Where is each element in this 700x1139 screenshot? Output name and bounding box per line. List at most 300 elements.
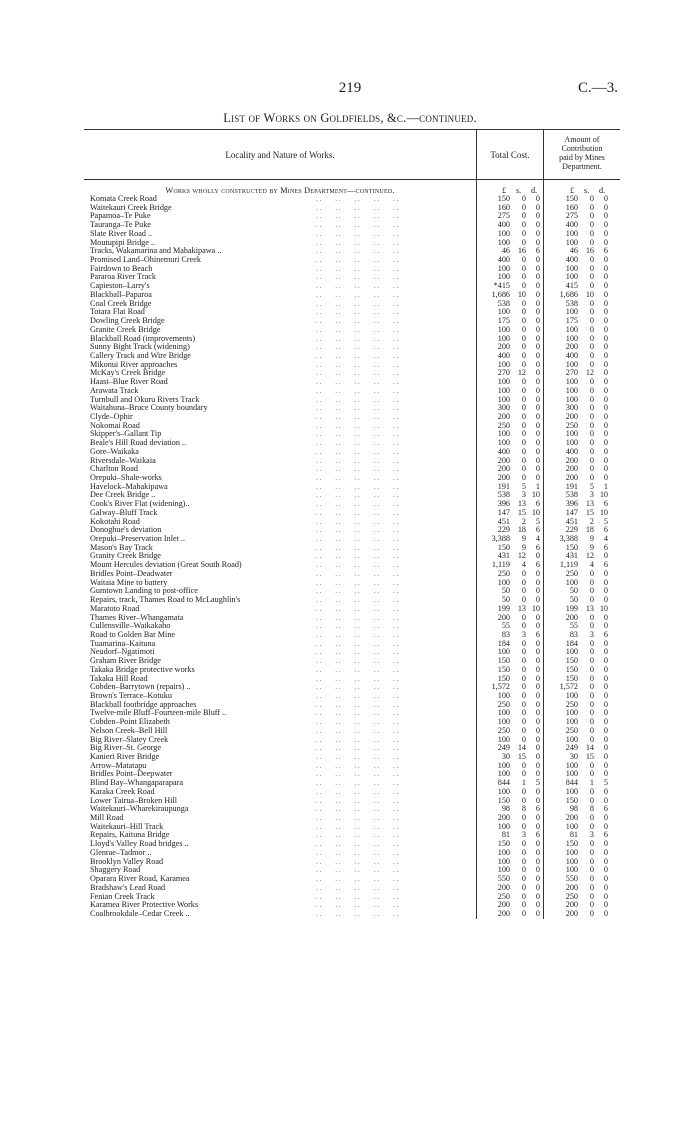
contribution-shillings: 0 — [589, 638, 594, 648]
contribution-pounds: 200 — [565, 612, 578, 622]
contribution-shillings: 0 — [589, 342, 594, 352]
contribution-shillings: 9 — [589, 534, 594, 544]
contribution-pounds: 50 — [569, 595, 578, 605]
contribution-shillings: 0 — [589, 411, 594, 421]
contribution-shillings: 3 — [589, 490, 594, 500]
work-name: Orepuki–Preservation Inlet .. — [90, 534, 186, 544]
total-cost-pence: 0 — [535, 664, 540, 674]
work-name: Cullensville–Waikakaho — [90, 621, 171, 631]
contribution-pence: 0 — [603, 586, 608, 596]
leader-dots: . . . . . . . . . . — [316, 535, 399, 544]
contribution-pence: 0 — [603, 263, 608, 273]
contribution-pounds: 100 — [565, 734, 578, 744]
contribution-pence: 0 — [603, 568, 608, 578]
total-cost-pence: 0 — [535, 324, 540, 334]
total-cost-pence: 1 — [535, 481, 540, 491]
work-name: Graham River Bridge — [90, 656, 161, 666]
total-cost-pence: 6 — [535, 499, 540, 509]
leader-dots: . . . . . . . . . . — [316, 517, 399, 526]
total-cost-shillings: 0 — [521, 874, 526, 884]
contribution-pence: 6 — [603, 629, 608, 639]
total-cost-pounds: 50 — [501, 595, 510, 605]
contribution-pounds: 30 — [569, 752, 578, 761]
total-cost-pence: 0 — [535, 795, 540, 805]
contribution-pounds: 100 — [565, 324, 578, 334]
total-cost-pounds: 200 — [497, 455, 510, 465]
total-cost-shillings: 0 — [521, 786, 526, 796]
contribution-pence: 0 — [603, 708, 608, 718]
contribution-pence: 0 — [603, 908, 608, 918]
total-cost-pence: 0 — [535, 429, 540, 439]
total-cost-shillings: 15 — [517, 507, 526, 517]
contribution-shillings: 0 — [589, 455, 594, 465]
leader-dots: . . . . . . . . . . — [316, 474, 399, 482]
work-name: Arawata Track — [90, 385, 139, 395]
leader-dots: . . . . . . . . . . — [316, 622, 399, 631]
contribution-pounds: 400 — [565, 446, 578, 456]
work-name: Gore–Waikaka — [90, 446, 139, 456]
contribution-shillings: 0 — [589, 385, 594, 395]
contribution-pounds: 200 — [565, 882, 578, 892]
contribution-pounds: 249 — [565, 743, 578, 753]
total-cost-shillings: 0 — [521, 769, 526, 779]
contribution-pence: 0 — [603, 786, 608, 796]
total-cost-pounds: 200 — [497, 342, 510, 352]
total-cost-shillings: 0 — [521, 647, 526, 657]
leader-dots: . . . . . . . . . . — [316, 901, 399, 910]
total-cost-pounds: 400 — [497, 350, 510, 360]
contribution-pounds: 3,388 — [559, 534, 578, 544]
contribution-pence: 0 — [603, 743, 608, 753]
contribution-shillings: 0 — [589, 717, 594, 727]
leader-dots: . . . . . . . . . . — [316, 674, 399, 683]
contribution-pence: 0 — [603, 464, 608, 474]
total-cost-pounds: 250 — [497, 699, 510, 709]
work-name: Galway–Bluff Track — [90, 507, 158, 517]
total-cost-pence: 0 — [535, 568, 540, 578]
total-cost-pence: 0 — [535, 839, 540, 849]
work-name: Brown's Terrace–Kotuku — [90, 690, 172, 700]
total-cost-pence: 0 — [535, 272, 540, 282]
total-cost-shillings: 0 — [521, 377, 526, 387]
work-name: Karamea River Protective Works — [90, 900, 199, 910]
work-name: Moutupipi Bridge .. — [90, 237, 156, 247]
contribution-pounds: 150 — [565, 795, 578, 805]
total-cost-pounds: 538 — [497, 490, 510, 500]
work-name: Takaka Hill Road — [90, 673, 148, 683]
total-cost-shillings: 0 — [521, 464, 526, 474]
contribution-pounds: 160 — [565, 202, 578, 212]
contribution-pounds: 415 — [565, 281, 578, 291]
contribution-pounds: 275 — [565, 211, 578, 221]
contribution-shillings: 5 — [589, 481, 594, 491]
total-cost-pounds: 100 — [497, 438, 510, 448]
contribution-pence: 0 — [603, 307, 608, 317]
contribution-pence: 0 — [603, 856, 608, 866]
contribution-shillings: 0 — [589, 621, 594, 631]
contribution-pounds: 100 — [565, 708, 578, 718]
contribution-pence: 0 — [603, 699, 608, 709]
work-name: Fairdown to Beach — [90, 263, 153, 273]
work-name: Pararoa River Track — [90, 272, 156, 282]
contribution-shillings: 12 — [585, 551, 594, 561]
leader-dots: . . . . . . . . . . — [316, 779, 399, 788]
contribution-shillings: 0 — [589, 263, 594, 273]
total-cost-pounds: 150 — [497, 656, 510, 666]
work-name: Bridles Point–Deadwater — [90, 568, 173, 578]
contribution-pounds: 100 — [565, 385, 578, 395]
total-cost-shillings: 0 — [521, 403, 526, 413]
contribution-pence: 0 — [603, 359, 608, 369]
leader-dots: . . . . . . . . . . — [316, 857, 399, 866]
work-name: Clyde–Ophir — [90, 411, 133, 421]
contribution-pence: 10 — [599, 507, 608, 517]
total-cost-shillings: 12 — [517, 551, 526, 561]
work-name: Gumtown Landing to post-office — [90, 586, 198, 596]
contribution-pence: 1 — [603, 481, 608, 491]
total-cost-pounds: 175 — [497, 316, 510, 326]
total-cost-pounds: 249 — [497, 743, 510, 753]
total-cost-pounds: 100 — [497, 821, 510, 831]
work-name: Slate River Road .. — [90, 228, 153, 238]
contribution-pence: 0 — [603, 289, 608, 299]
contribution-shillings: 0 — [589, 377, 594, 387]
leader-dots: . . . . . . . . . . — [316, 805, 399, 814]
total-cost-shillings: 0 — [521, 882, 526, 892]
leader-dots: . . . . . . . . . . — [316, 613, 399, 622]
contribution-pounds: 191 — [565, 481, 578, 491]
leader-dots: . . . . . . . . . . — [316, 639, 399, 648]
contribution-shillings: 0 — [589, 874, 594, 884]
total-cost-pounds: 46 — [501, 246, 510, 256]
total-cost-shillings: 0 — [521, 455, 526, 465]
total-cost-pounds: 150 — [497, 673, 510, 683]
contribution-shillings: 0 — [589, 473, 594, 482]
contribution-pounds: 270 — [565, 368, 578, 378]
currency-shillings: s. — [516, 186, 522, 195]
contribution-pounds: 200 — [565, 908, 578, 918]
leader-dots: . . . . . . . . . . — [316, 526, 399, 535]
total-cost-pounds: 275 — [497, 211, 510, 221]
leader-dots: . . . . . . . . . . — [316, 212, 399, 221]
work-name: Tuamarina–Kaituna — [90, 638, 156, 648]
contribution-pounds: 200 — [565, 342, 578, 352]
total-cost-pounds: 100 — [497, 324, 510, 334]
contribution-shillings: 0 — [589, 839, 594, 849]
currency-shillings: s. — [584, 186, 590, 195]
total-cost-shillings: 0 — [521, 690, 526, 700]
contribution-pence: 5 — [603, 516, 608, 526]
total-cost-pence: 0 — [535, 455, 540, 465]
leader-dots: . . . . . . . . . . — [316, 465, 399, 474]
total-cost-shillings: 0 — [521, 900, 526, 910]
contribution-pence: 6 — [603, 499, 608, 509]
leader-dots: . . . . . . . . . . — [316, 718, 399, 727]
total-cost-shillings: 0 — [521, 682, 526, 692]
leader-dots: . . . . . . . . . . — [316, 221, 399, 230]
contribution-pounds: 396 — [565, 499, 578, 509]
total-cost-pounds: 100 — [497, 385, 510, 395]
contribution-pence: 0 — [603, 551, 608, 561]
work-name: Skipper's–Gallant Tip — [90, 429, 162, 439]
total-cost-pence: 0 — [535, 281, 540, 291]
total-cost-pounds: 100 — [497, 237, 510, 247]
contribution-pounds: 100 — [565, 237, 578, 247]
contribution-pounds: 1,572 — [559, 682, 578, 692]
contribution-pence: 0 — [603, 900, 608, 910]
total-cost-shillings: 0 — [521, 664, 526, 674]
leader-dots: . . . . . . . . . . — [316, 831, 399, 840]
total-cost-pounds: 431 — [497, 551, 510, 561]
total-cost-pence: 0 — [535, 464, 540, 474]
total-cost-pounds: 30 — [501, 752, 510, 761]
contribution-pence: 0 — [603, 752, 608, 761]
total-cost-pounds: 250 — [497, 568, 510, 578]
contribution-pounds: 200 — [565, 813, 578, 823]
work-name: Capieston–Larry's — [90, 281, 150, 291]
leader-dots: . . . . . . . . . . — [316, 683, 399, 692]
contribution-shillings: 13 — [585, 499, 594, 509]
header-contribution — [544, 135, 620, 171]
leader-dots: . . . . . . . . . . — [316, 578, 399, 587]
contribution-pence: 0 — [603, 194, 608, 203]
work-name: Dowling Creek Bridge — [90, 316, 165, 326]
total-cost-pounds: 100 — [497, 847, 510, 857]
contribution-pounds: 100 — [565, 263, 578, 273]
total-cost-shillings: 0 — [521, 429, 526, 439]
total-cost-pounds: 550 — [497, 874, 510, 884]
contribution-shillings: 12 — [585, 368, 594, 378]
total-cost-pence: 6 — [535, 830, 540, 840]
contribution-pence: 0 — [603, 394, 608, 404]
leader-dots: . . . . . . . . . . — [316, 796, 399, 805]
total-cost-pence: 0 — [535, 882, 540, 892]
contribution-pence: 0 — [603, 682, 608, 692]
total-cost-shillings: 0 — [521, 586, 526, 596]
contribution-pence: 0 — [603, 891, 608, 901]
total-cost-pence: 0 — [535, 350, 540, 360]
currency-pounds: £ — [502, 186, 507, 195]
leader-dots: . . . . . . . . . . — [316, 909, 399, 918]
contribution-pence: 0 — [603, 865, 608, 875]
total-cost-pence: 0 — [535, 342, 540, 352]
work-name: Repairs, track, Thames Road to McLaughlin's — [90, 595, 241, 605]
total-cost-pence: 5 — [535, 516, 540, 526]
leader-dots: . . . . . . . . . . — [316, 552, 399, 561]
total-cost-shillings: 12 — [517, 368, 526, 378]
total-cost-pounds: 270 — [497, 368, 510, 378]
total-cost-shillings: 10 — [517, 289, 526, 299]
leader-dots: . . . . . . . . . . — [316, 299, 399, 308]
contribution-shillings: 0 — [589, 647, 594, 657]
leader-dots: . . . . . . . . . . — [316, 761, 399, 770]
work-name: Waitahuna–Bruce County boundary — [90, 403, 208, 413]
total-cost-pounds: 400 — [497, 446, 510, 456]
total-cost-shillings: 14 — [517, 743, 526, 753]
total-cost-pence: 0 — [535, 316, 540, 326]
work-name: Repairs, Kaituna Bridge — [90, 830, 170, 840]
work-name: Mason's Bay Track — [90, 542, 153, 552]
table-body — [84, 195, 620, 919]
contribution-pounds: 400 — [565, 255, 578, 265]
contribution-shillings: 0 — [589, 690, 594, 700]
contribution-pence: 0 — [603, 769, 608, 779]
leader-dots: . . . . . . . . . . — [316, 648, 399, 657]
leader-dots: . . . . . . . . . . — [316, 264, 399, 273]
total-cost-pence: 0 — [535, 446, 540, 456]
contribution-pence: 5 — [603, 778, 608, 788]
total-cost-pounds: 100 — [497, 359, 510, 369]
leader-dots: . . . . . . . . . . — [316, 770, 399, 779]
total-cost-pence: 0 — [535, 647, 540, 657]
total-cost-pence: 0 — [535, 769, 540, 779]
total-cost-shillings: 0 — [521, 473, 526, 482]
work-name: Charlton Road — [90, 464, 138, 474]
contribution-shillings: 0 — [589, 734, 594, 744]
contribution-shillings: 0 — [589, 307, 594, 317]
contribution-pounds: 100 — [565, 577, 578, 587]
contribution-shillings: 0 — [589, 586, 594, 596]
leader-dots: . . . . . . . . . . — [316, 343, 399, 352]
page-title — [0, 111, 700, 126]
total-cost-shillings: 0 — [521, 394, 526, 404]
total-cost-pence: 0 — [535, 202, 540, 212]
total-cost-pounds: 100 — [497, 734, 510, 744]
total-cost-shillings: 0 — [521, 734, 526, 744]
contribution-shillings: 0 — [589, 908, 594, 918]
total-cost-pence: 0 — [535, 411, 540, 421]
contribution-pence: 6 — [603, 525, 608, 535]
contribution-pounds: 100 — [565, 377, 578, 387]
total-cost-pence: 0 — [535, 865, 540, 875]
work-name: Karaka Creek Road — [90, 786, 155, 796]
work-name: Waitekauri–Wharekiraupunga — [90, 804, 189, 814]
contribution-pounds: 200 — [565, 473, 578, 482]
header-total-cost: Total Cost. — [490, 150, 530, 160]
contribution-pence: 6 — [603, 560, 608, 570]
work-name: Bradshaw's Lead Road — [90, 882, 166, 892]
total-cost-shillings: 0 — [521, 856, 526, 866]
total-cost-pence: 0 — [535, 255, 540, 265]
leader-dots: . . . . . . . . . . — [316, 203, 399, 212]
contribution-pence: 0 — [603, 621, 608, 631]
contribution-pounds: 50 — [569, 586, 578, 596]
leader-dots: . . . . . . . . . . — [316, 421, 399, 430]
contribution-pounds: 100 — [565, 359, 578, 369]
contribution-pence: 0 — [603, 228, 608, 238]
total-cost-pence: 0 — [535, 752, 540, 761]
total-cost-pounds: 199 — [497, 603, 510, 613]
total-cost-pounds: 396 — [497, 499, 510, 509]
contribution-pounds: 150 — [565, 656, 578, 666]
leader-dots: . . . . . . . . . . — [316, 840, 399, 849]
contribution-pounds: 100 — [565, 647, 578, 657]
leader-dots: . . . . . . . . . . — [316, 866, 399, 875]
work-name: Cook's River Flat (widening).. — [90, 499, 190, 509]
contribution-shillings: 0 — [589, 281, 594, 291]
total-cost-shillings: 0 — [521, 891, 526, 901]
leader-dots: . . . . . . . . . . — [316, 709, 399, 718]
total-cost-pence: 0 — [535, 891, 540, 901]
total-cost-shillings: 0 — [521, 760, 526, 770]
total-cost-shillings: 0 — [521, 673, 526, 683]
total-cost-pounds: 147 — [497, 507, 510, 517]
contribution-pence: 0 — [603, 350, 608, 360]
total-cost-pounds: 100 — [497, 577, 510, 587]
total-cost-pounds: 200 — [497, 411, 510, 421]
contribution-pence: 0 — [603, 690, 608, 700]
total-cost-shillings: 3 — [521, 490, 526, 500]
contribution-pounds: 100 — [565, 272, 578, 282]
contribution-shillings: 13 — [585, 603, 594, 613]
contribution-pence: 0 — [603, 220, 608, 230]
total-cost-shillings: 0 — [521, 847, 526, 857]
total-cost-pounds: 250 — [497, 420, 510, 430]
leader-dots: . . . . . . . . . . — [316, 430, 399, 439]
total-cost-pounds: 200 — [497, 900, 510, 910]
total-cost-pence: 0 — [535, 638, 540, 648]
total-cost-pence: 0 — [535, 786, 540, 796]
work-name: Dee Creek Bridge .. — [90, 490, 156, 500]
total-cost-pence: 0 — [535, 307, 540, 317]
total-cost-pence: 6 — [535, 525, 540, 535]
contribution-pounds: 83 — [569, 629, 578, 639]
contribution-shillings: 0 — [589, 577, 594, 587]
contribution-pounds: 100 — [565, 307, 578, 317]
contribution-pence: 0 — [603, 725, 608, 735]
contribution-pounds: 538 — [565, 490, 578, 500]
total-cost-shillings: 0 — [521, 194, 526, 203]
work-name: Haast–Blue River Road — [90, 377, 168, 387]
contribution-shillings: 9 — [589, 542, 594, 552]
contribution-shillings: 10 — [585, 289, 594, 299]
work-name: Cobden–Point Elizabeth — [90, 717, 170, 727]
contribution-pounds: 200 — [565, 900, 578, 910]
contribution-shillings: 3 — [589, 830, 594, 840]
total-cost-pence: 0 — [535, 856, 540, 866]
table-row — [84, 910, 620, 919]
total-cost-pence: 0 — [535, 228, 540, 238]
contribution-shillings: 0 — [589, 220, 594, 230]
total-cost-pounds: 200 — [497, 612, 510, 622]
contribution-shillings: 0 — [589, 682, 594, 692]
contribution-pounds: 200 — [565, 455, 578, 465]
work-name: Shaggery Road — [90, 865, 141, 875]
contribution-pounds: 100 — [565, 847, 578, 857]
contribution-shillings: 0 — [589, 298, 594, 308]
contribution-shillings: 0 — [589, 359, 594, 369]
leader-dots: . . . . . . . . . . — [316, 744, 399, 753]
leader-dots: . . . . . . . . . . — [316, 273, 399, 282]
contribution-pence: 6 — [603, 830, 608, 840]
total-cost-shillings: 0 — [521, 237, 526, 247]
total-cost-pence: 0 — [535, 621, 540, 631]
total-cost-pence: 0 — [535, 908, 540, 918]
leader-dots: . . . . . . . . . . — [316, 561, 399, 570]
contribution-shillings: 0 — [589, 272, 594, 282]
contribution-pence: 0 — [603, 298, 608, 308]
contribution-pence: 0 — [603, 411, 608, 421]
work-name: Arrow–Matatapu — [90, 760, 147, 770]
contribution-shillings: 0 — [589, 438, 594, 448]
leader-dots: . . . . . . . . . . — [316, 822, 399, 831]
total-cost-shillings: 0 — [521, 228, 526, 238]
total-cost-shillings: 0 — [521, 202, 526, 212]
total-cost-pence: 0 — [535, 220, 540, 230]
total-cost-pence: 0 — [535, 847, 540, 857]
total-cost-shillings: 0 — [521, 220, 526, 230]
work-name: Lower Tairua–Broken Hill — [90, 795, 178, 805]
